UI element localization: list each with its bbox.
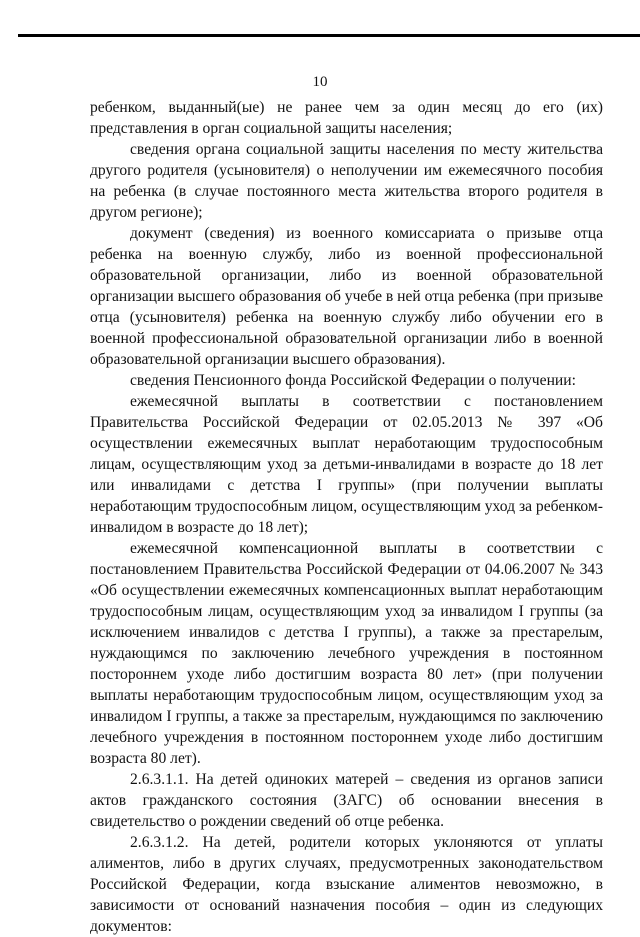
paragraph: сведения Пенсионного фонда Российской Федерации о получении: — [130, 372, 576, 389]
paragraph: документ (сведения) из военного комиссариата о призыве отца ребенка на военную службу, либо из военной профессиональной образовательной организации, либо из военной образовательной организации высшего образования об учебе в ней отца ребенка (при призыве отца (усыновителя) ребенка на военную службу либо обучении его в военной профессиональной образовательной организации либо в военной образовательной организации высшего образования). — [90, 225, 604, 368]
paragraph: ежемесячной компенсационной выплаты в соответствии с постановлением Правительства Российской Федерации от 04.06.2007 № 343 «Об осуществлении ежемесячных компенсационных выплат неработающим трудоспособным лицам, осуществляющим уход за инвалидом I группы (за исключением инвалидов с детства I группы), а также за престарелым, нуждающимся по заключению лечебного учреждения в постоянном постороннем уходе либо достигшим возраста 80 лет» (при получении выплаты неработающим трудоспособным лицом, осуществляющим уход за инвалидом I группы, а также за престарелым, нуждающимся по заключению лечебного учреждения в постоянном постороннем уходе либо достигшим возраста 80 лет). — [90, 540, 603, 767]
paragraph: ежемесячной выплаты в соответствии с постановлением Правительства Российской Федерации от 02.05.2013 № 397 «Об осуществлении ежемесячных выплат неработающим трудоспособным лицам, осуществляющим уход за детьми-инвалидами в возрасте до 18 лет или инвалидами с детства I группы» (при получении выплаты неработающим трудоспособным лицом, осуществляющим уход за ребенком-инвалидом в возрасте до 18 лет); — [90, 393, 603, 536]
page-number: 10 — [312, 74, 328, 90]
paragraph: сведения органа социальной защиты населения по месту жительства другого родителя (усыновителя) о неполучении им ежемесячного пособия на ребенка (в случае постоянного места жительства второго родителя в другом регионе); — [90, 141, 603, 221]
paragraph: 2.6.3.1.1. На детей одиноких матерей – сведения из органов записи актов гражданского состояния (ЗАГС) об основании внесения в свидетельство о рождении сведений об отце ребенка. — [90, 771, 603, 830]
paragraph: 2.6.3.1.2. На детей, родители которых уклоняются от уплаты алиментов, либо в других случаях, предусмотренных законодательством Российской Федерации, когда взыскание алиментов невозможно, в зависимости от оснований назначения пособия – один из следующих документов: — [90, 834, 603, 935]
paragraph: ребенком, выданный(ые) не ранее чем за один месяц до его (их) представления в орган социальной защиты населения; — [90, 99, 603, 137]
top-rule — [18, 34, 640, 37]
page-body — [90, 97, 603, 937]
